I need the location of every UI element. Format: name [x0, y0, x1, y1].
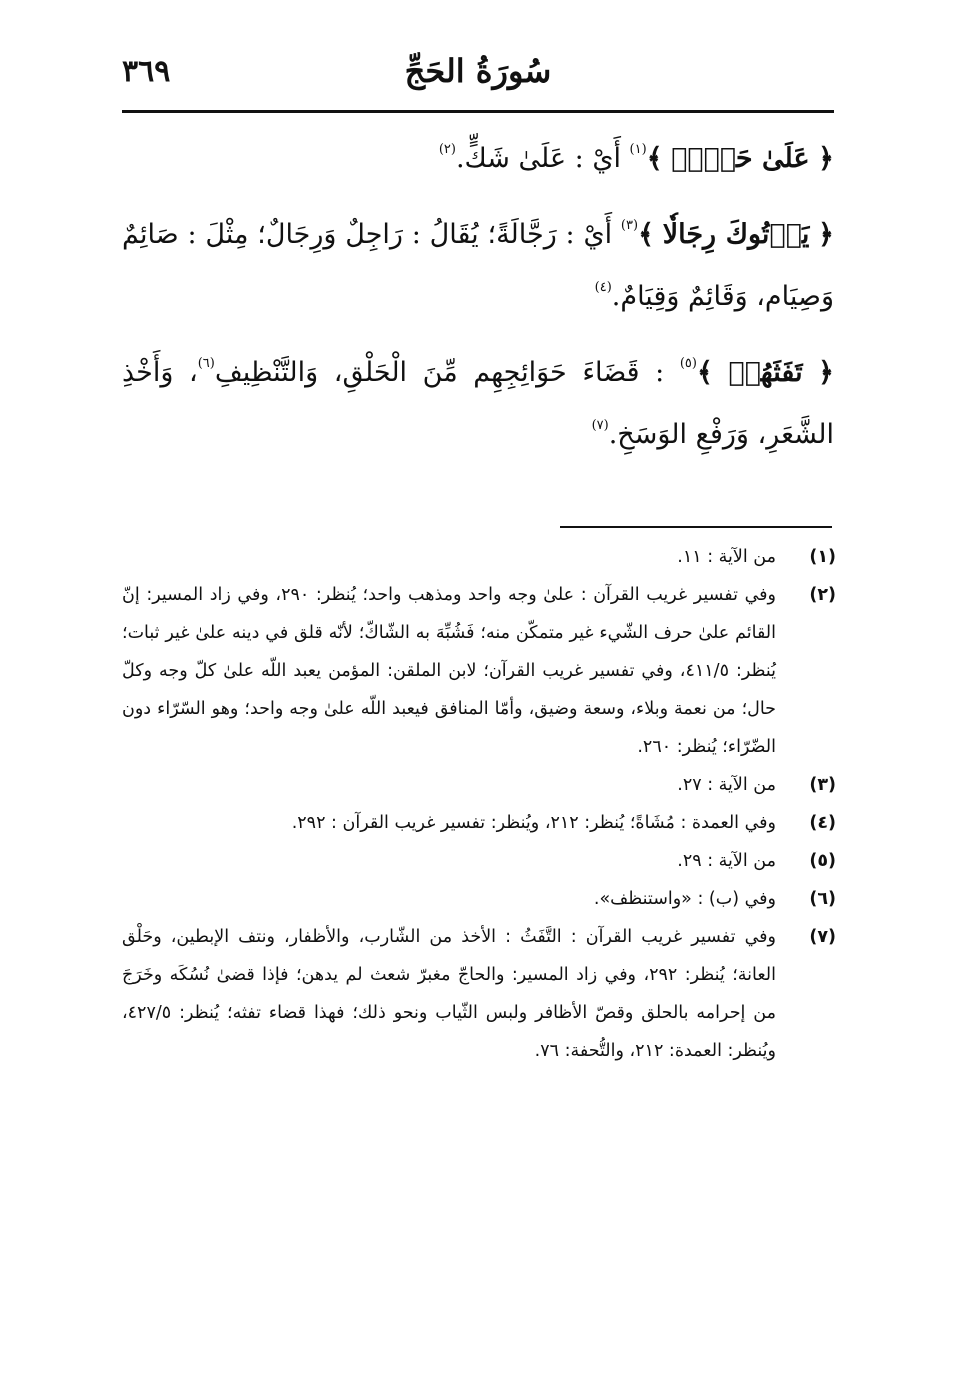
footnote-text: من الآية : ٢٩.: [677, 851, 776, 871]
footnote-ref: (٤): [594, 280, 612, 295]
footnote-item: [122, 766, 836, 804]
quran-bracket-open: ﴿: [818, 219, 834, 250]
footnote-item: [122, 804, 836, 842]
footnote-item: [122, 880, 836, 918]
gloss-text: أَيْ : عَلَىٰ شَكٍّ.: [455, 143, 630, 174]
footnote-item: [122, 576, 836, 766]
footnote-number: (٦): [809, 889, 836, 909]
quran-bracket-close: ﴾: [638, 219, 654, 250]
footnote-item: [122, 918, 836, 1070]
gloss-entry-2: [122, 204, 834, 328]
gloss-text: أَيْ : رَجَّالَةً؛ يُقَالُ : رَاجِلٌ وَرِجَالٌ؛ مِثْلَ : صَائِمٌ وَصِيَام، وَقَائِمٌ وَقِيَامٌ.: [122, 219, 834, 312]
quran-bracket-close: ﴾: [646, 143, 663, 174]
footnote-number: (٤): [809, 813, 836, 833]
footnote-ref: (١): [629, 142, 647, 157]
gloss-text: : قَضَاءَ حَوَائِجِهِم مِّنَ الْحَلْقِ، وَالتَّنْظِيفِ: [214, 357, 680, 388]
header-rule: [122, 110, 834, 113]
footnote-text: وفي (ب) : «واستنظف».: [593, 889, 776, 909]
footnotes-separator: [560, 526, 832, 528]
footnote-number: (٢): [809, 585, 836, 605]
page-number: ٣٦٩: [122, 54, 171, 89]
footnote-number: (٥): [809, 851, 836, 871]
footnote-ref: (٥): [679, 356, 697, 371]
gloss-text: ، وَأَخْذِ الشَّعَرِ، وَرَفْعِ الوَسَخِ.: [122, 357, 834, 450]
footnote-number: (٧): [809, 927, 836, 947]
footnote-number: (١): [809, 547, 836, 567]
footnote-number: (٣): [809, 775, 836, 795]
main-text: [122, 128, 834, 480]
footnotes: [122, 538, 836, 1070]
footnote-ref: (٣): [620, 218, 639, 233]
footnote-text: وفي العمدة : مُشَاةً؛ يُنظر: ٢١٢، ويُنظر: تفسير غريب القرآن : ٢٩٢.: [291, 813, 776, 833]
page-header: [122, 50, 834, 108]
footnote-item: [122, 842, 836, 880]
surah-title: سُورَةُ الحَجِّ: [404, 52, 552, 90]
gloss-entry-3: [122, 342, 834, 466]
footnote-ref: (٧): [591, 418, 609, 433]
gloss-entry-1: [122, 128, 834, 190]
quran-bracket-open: ﴿: [818, 143, 834, 174]
footnote-text: من الآية : ٢٧.: [677, 775, 776, 795]
footnote-text: وفي تفسير غريب القرآن : التَّفَثُ : الأخذ من الشّارب، والأظفار، ونتف الإبطين، وحَلْق العانة؛ يُنظر: ٢٩٢، وفي زاد المسير: والحاجّ مغبرّ شعث لم يدهن؛ فإذا قضىٰ نُسُكَه وخَرَجَ من إحرامه بالحلق وقصّ الأظافر ولبس الثّياب ونحو ذلك؛ فهذا قضاء تفثه؛ يُنظر: ٤٢٧/٥، ويُنظر: العمدة: ٢١٢، والتُّحفة: ٧٦.: [122, 927, 777, 1061]
quran-phrase: عَلَىٰ حَرۡفٖ: [671, 143, 810, 174]
footnote-text: وفي تفسير غريب القرآن : علىٰ وجه واحد ومذهب واحد؛ يُنظر: ٢٩٠، وفي زاد المسير: إنّ القائم علىٰ حرف الشّيء غير متمكّن منه؛ فَشُبِّهَ به الشّاكّ؛ لأنّه قلق في دينه علىٰ غير ثبات؛ يُنظر: ٤١١/٥، وفي تفسير غريب القرآن؛ لابن الملقن: المؤمن يعبد اللّه علىٰ كلّ وجه وكلّ حال؛ من نعمة وبلاء، وسعة وضيق، وأمّا المنافق فيعبد اللّه علىٰ وجه واحد؛ وهو السّرّاء دون الضّرّاء؛ يُنظر: ٢٦٠.: [122, 585, 777, 757]
footnote-ref: (٦): [197, 356, 215, 371]
footnote-text: من الآية : ١١.: [677, 547, 776, 567]
quran-bracket-open: ﴿: [818, 357, 834, 388]
quran-phrase: يَأۡتُوكَ رِجَالٗا: [662, 219, 810, 250]
footnote-item: [122, 538, 836, 576]
quran-phrase: تَفَثَهُمۡ: [728, 357, 803, 388]
quran-bracket-close: ﴾: [696, 357, 713, 388]
footnote-ref: (٢): [438, 142, 456, 157]
